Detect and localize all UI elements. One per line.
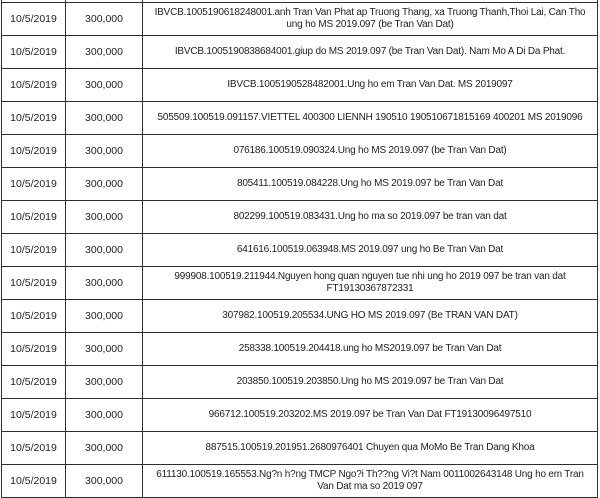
- date-cell: 10/5/2019: [2, 267, 66, 300]
- description-cell: IBVCB.1005190618248001.anh Tran Van Phat ap Truong Thang, xa Truong Thanh,Thoi Lai, Can Tho ung ho MS 2019.097 (be Tran Van Dat): [143, 3, 598, 36]
- description-cell: 203850.100519.203850.Ung ho MS 2019.097 be Tran Van Dat: [143, 366, 598, 399]
- date-cell: 10/5/2019: [2, 168, 66, 201]
- table-row: [2, 201, 598, 234]
- amount-cell: 300,000: [66, 234, 143, 267]
- date-cell: 10/5/2019: [2, 135, 66, 168]
- table-row: [2, 465, 598, 498]
- description-cell: 802299.100519.083431.Ung ho ma so 2019.097 be tran van dat: [143, 201, 598, 234]
- amount-cell: 300,000: [66, 3, 143, 36]
- table-body: [2, 3, 598, 498]
- date-cell: 10/5/2019: [2, 366, 66, 399]
- table-row: [2, 399, 598, 432]
- date-cell: 10/5/2019: [2, 69, 66, 102]
- description-cell: 641616.100519.063948.MS 2019.097 ung ho Be Tran Van Dat: [143, 234, 598, 267]
- table-row: [2, 36, 598, 69]
- table-row: [2, 135, 598, 168]
- table-row: [2, 3, 598, 36]
- date-cell: 10/5/2019: [2, 300, 66, 333]
- table-row: [2, 69, 598, 102]
- table-row: [2, 432, 598, 465]
- description-cell: 258338.100519.204418.ung ho MS2019.097 be Tran Van Dat: [143, 333, 598, 366]
- amount-cell: 300,000: [66, 168, 143, 201]
- date-cell: 10/5/2019: [2, 399, 66, 432]
- amount-cell: 300,000: [66, 399, 143, 432]
- amount-cell: 300,000: [66, 432, 143, 465]
- amount-cell: 300,000: [66, 300, 143, 333]
- table-row: [2, 102, 598, 135]
- amount-cell: 300,000: [66, 135, 143, 168]
- amount-cell: 300,000: [66, 69, 143, 102]
- description-cell: 611130.100519.165553.Ng?n h?ng TMCP Ngo?i Th??ng Vi?t Nam 0011002643148 Ung ho em Tran Van Dat ma so 2019 097: [143, 465, 598, 498]
- description-cell: 076186.100519.090324.Ung ho MS 2019.097 (be Tran Van Dat): [143, 135, 598, 168]
- table-row: [2, 168, 598, 201]
- amount-cell: 300,000: [66, 333, 143, 366]
- description-cell: IBVCB.1005190528482001.Ung ho em Tran Van Dat. MS 2019097: [143, 69, 598, 102]
- amount-cell: 300,000: [66, 366, 143, 399]
- date-cell: 10/5/2019: [2, 333, 66, 366]
- table-row: [2, 267, 598, 300]
- description-cell: 505509.100519.091157.VIETTEL 400300 LIENNH 190510 190510671815169 400201 MS 2019096: [143, 102, 598, 135]
- description-cell: 307982.100519.205534.UNG HO MS 2019.097 (Be TRAN VAN DAT): [143, 300, 598, 333]
- date-cell: 10/5/2019: [2, 432, 66, 465]
- amount-cell: 300,000: [66, 465, 143, 498]
- description-cell: 999908.100519.211944.Nguyen hong quan nguyen tue nhi ung ho 2019 097 be tran van dat FT19130367872331: [143, 267, 598, 300]
- date-cell: 10/5/2019: [2, 102, 66, 135]
- date-cell: 10/5/2019: [2, 36, 66, 69]
- date-cell: 10/5/2019: [2, 234, 66, 267]
- date-cell: 10/5/2019: [2, 201, 66, 234]
- description-cell: IBVCB.1005190838684001.giup do MS 2019.097 (be Tran Van Dat). Nam Mo A Di Da Phat.: [143, 36, 598, 69]
- date-cell: 10/5/2019: [2, 3, 66, 36]
- amount-cell: 300,000: [66, 267, 143, 300]
- description-cell: 887515.100519.201951.2680976401 Chuyen qua MoMo Be Tran Dang Khoa: [143, 432, 598, 465]
- amount-cell: 300,000: [66, 36, 143, 69]
- amount-cell: 300,000: [66, 201, 143, 234]
- table-row: [2, 366, 598, 399]
- table-row: [2, 300, 598, 333]
- description-cell: 805411.100519.084228.Ung ho MS 2019.097 be Tran Van Dat: [143, 168, 598, 201]
- table-row: [2, 333, 598, 366]
- description-cell: 966712.100519.203202.MS 2019.097 be Tran Van Dat FT19130096497510: [143, 399, 598, 432]
- amount-cell: 300,000: [66, 102, 143, 135]
- donation-table: [1, 0, 598, 498]
- table-row: [2, 234, 598, 267]
- date-cell: 10/5/2019: [2, 465, 66, 498]
